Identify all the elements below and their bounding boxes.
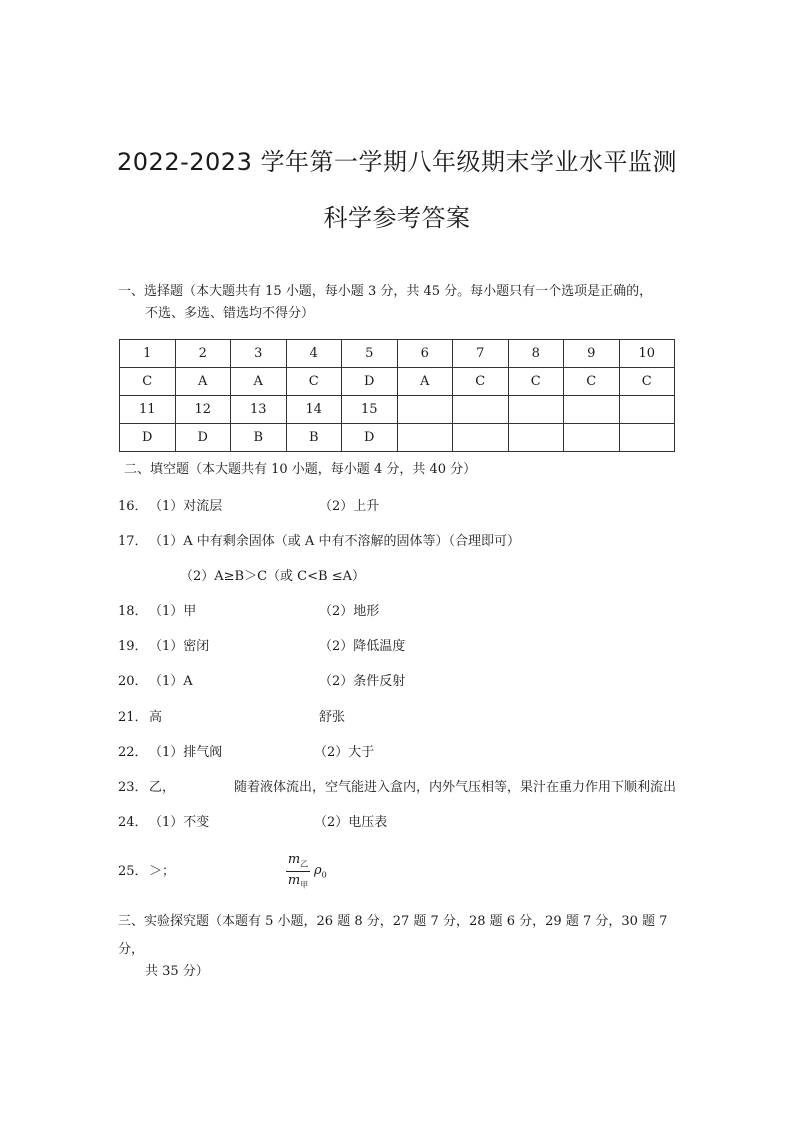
fraction-numerator: $m_乙$ [287,852,309,869]
answer-part-1: （1）对流层 [149,499,223,514]
answer-part-1: 高 [149,710,163,725]
answer-part-1: ＞； [149,864,176,879]
answer-table-cell: 2 [175,340,231,368]
answer-line [118,602,380,622]
answer-table-cell: 7 [453,340,509,368]
answer-line [118,813,388,833]
answer-part-2: （2）降低温度 [319,639,406,654]
section-1-line-1: 一、选择题（本大题共有 15 小题，每小题 3 分，共 45 分。每小题只有一个选项是正确的， [118,284,653,299]
answer-25-fraction [286,852,327,890]
answer-part-1: （1）A [149,674,193,689]
answer-number: 21． [118,710,148,725]
answer-part-1: 乙， [149,780,176,795]
answer-table-cell: C [564,368,620,396]
answer-table-cell [508,396,564,424]
answer-number: 19． [118,639,148,654]
answer-part-2: （2）电压表 [314,815,388,830]
answer-table-cell: 8 [508,340,564,368]
answer-line [118,497,380,517]
answer-table-row [120,424,675,452]
page-title: 2022-2023 学年第一学期八年级期末学业水平监测 [117,148,677,176]
answer-line [118,672,406,692]
answer-table-cell: D [342,368,398,396]
answer-part-1: （2）A≥B＞C（或 C<B ≤A） [180,569,365,584]
answer-line [118,532,520,552]
answer-table-row [120,340,675,368]
answer-number: 24． [118,815,148,830]
answer-table-cell: C [453,368,509,396]
answer-table-cell: 10 [619,340,675,368]
answer-table-cell: A [175,368,231,396]
answer-table-cell: C [508,368,564,396]
answer-part-1: （1）甲 [149,604,197,619]
answer-part-1: （1）A 中有剩余固体（或 A 中有不溶解的固体等）（合理即可） [149,534,520,549]
answer-table-cell: D [120,424,176,452]
answer-table-cell [397,424,453,452]
answer-number: 25． [118,864,148,879]
answer-table-cell: 6 [397,340,453,368]
answer-table-cell: 4 [286,340,342,368]
answer-table-cell: 9 [564,340,620,368]
answer-line [118,637,406,657]
answer-table-cell: 15 [342,396,398,424]
answer-table-cell [508,424,564,452]
answer-table-cell [619,424,675,452]
answer-table-cell: D [342,424,398,452]
answer-table-cell: D [175,424,231,452]
section-3-heading [118,908,678,986]
section-1-heading [118,278,678,328]
answer-table-cell: A [231,368,287,396]
answer-table-cell [453,396,509,424]
answer-table-cell: 1 [120,340,176,368]
answer-number: 22． [118,745,148,760]
answer-part-2: （2）上升 [319,499,380,514]
answer-number: 17． [118,534,148,549]
answer-line [118,743,375,763]
answer-line [118,778,677,798]
answer-table-cell [564,424,620,452]
answer-part-1: （1）不变 [149,815,210,830]
answer-table-cell [564,396,620,424]
answer-table-cell: A [397,368,453,396]
answer-part-2: （2）条件反射 [319,674,406,689]
fraction-denominator: $m_甲$ [287,872,309,890]
answer-table-cell: 5 [342,340,398,368]
answer-number: 20． [118,674,148,689]
answer-part-2: （2）大于 [314,745,375,760]
answer-part-2: 舒张 [319,710,346,725]
answer-table-cell: 3 [231,340,287,368]
answer-table-cell: 12 [175,396,231,424]
answer-part-2: （2）地形 [319,604,380,619]
section-3-line-2: 共 35 分） [145,964,209,979]
answer-part-1: （1）密闭 [149,639,210,654]
answer-table-cell: C [619,368,675,396]
answer-part-1: （1）排气阀 [149,745,223,760]
answer-table-row [120,368,675,396]
section-3-line-1: 三、实验探究题（本题有 5 小题，26 题 8 分，27 题 7 分，28 题 6 分，29 题 7 分，30 题 7 分， [118,914,668,957]
answer-table-cell [453,424,509,452]
answer-table-cell [397,396,453,424]
answer-table [119,339,675,452]
answer-line [118,708,346,728]
fraction-rho: $\rho_0$ [314,863,327,880]
page-subtitle: 科学参考答案 [323,204,471,232]
answer-table-cell [619,396,675,424]
section-1-line-2: 不选、多选、错选均不得分） [145,306,315,321]
section-2-heading: 二、填空题（本大题共有 10 小题，每小题 4 分，共 40 分） [124,462,477,477]
answer-table-cell: B [286,424,342,452]
answer-table-row [120,396,675,424]
answer-part-2: 随着液体流出，空气能进入盒内，内外气压相等，果汁在重力作用下顺利流出 [234,780,677,795]
answer-number: 23． [118,780,148,795]
fraction-bar [286,871,310,872]
answer-line [118,862,175,882]
answer-table-cell: C [286,368,342,396]
answer-number: 18． [118,604,148,619]
answer-line [118,567,365,587]
answer-table-cell: 14 [286,396,342,424]
answer-table-cell: 13 [231,396,287,424]
answer-number: 16． [118,499,148,514]
answer-table-cell: 11 [120,396,176,424]
answer-table-cell: C [120,368,176,396]
answer-table-cell: B [231,424,287,452]
